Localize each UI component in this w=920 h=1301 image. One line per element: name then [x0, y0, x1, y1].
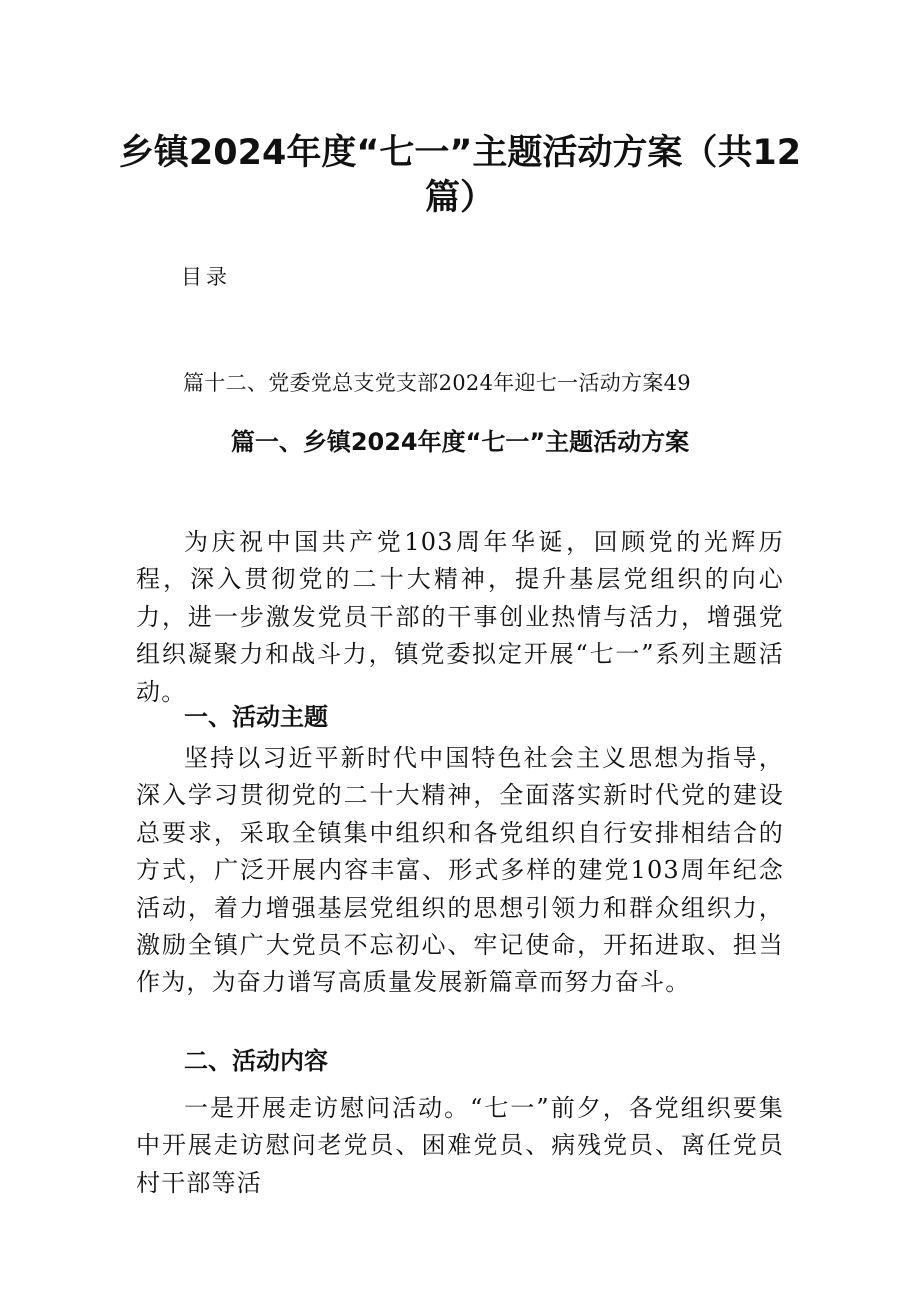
- chapter-title: 篇一、乡镇2024年度“七一”主题活动方案: [230, 428, 690, 456]
- section-heading-theme: 一、活动主题: [184, 703, 328, 731]
- intro-paragraph: 为庆祝中国共产党103周年华诞，回顾党的光辉历程，深入贯彻党的二十大精神，提升基层党组织的向心力，进一步激发党员干部的干事创业热情与活力，增强党组织凝聚力和战斗力，镇党委拟定开展“七一”系列主题活动。: [136, 528, 784, 706]
- section-heading-content: 二、活动内容: [184, 1047, 328, 1075]
- document-title: 乡镇2024年度“七一”主题活动方案（共12篇）: [118, 133, 802, 218]
- section-paragraph-theme: 坚持以习近平新时代中国特色社会主义思想为指导，深入学习贯彻党的二十大精神，全面落实新时代党的建设总要求，采取全镇集中组织和各党组织自行安排相结合的方式，广泛开展内容丰富、形式多样的建党103周年纪念活动，着力增强基层党组织的思想引领力和群众组织力，激励全镇广大党员不忘初心、牢记使命，开拓进取、担当作为，为奋力谱写高质量发展新篇章而努力奋斗。: [136, 744, 784, 997]
- toc-label: 目录: [181, 265, 231, 289]
- toc-entry[interactable]: 篇十二、党委党总支党支部2024年迎七一活动方案49: [183, 371, 691, 395]
- section-paragraph-content: 一是开展走访慰问活动。“七一”前夕，各党组织要集中开展走访慰问老党员、困难党员、病残党员、离任党员村干部等活: [136, 1094, 784, 1197]
